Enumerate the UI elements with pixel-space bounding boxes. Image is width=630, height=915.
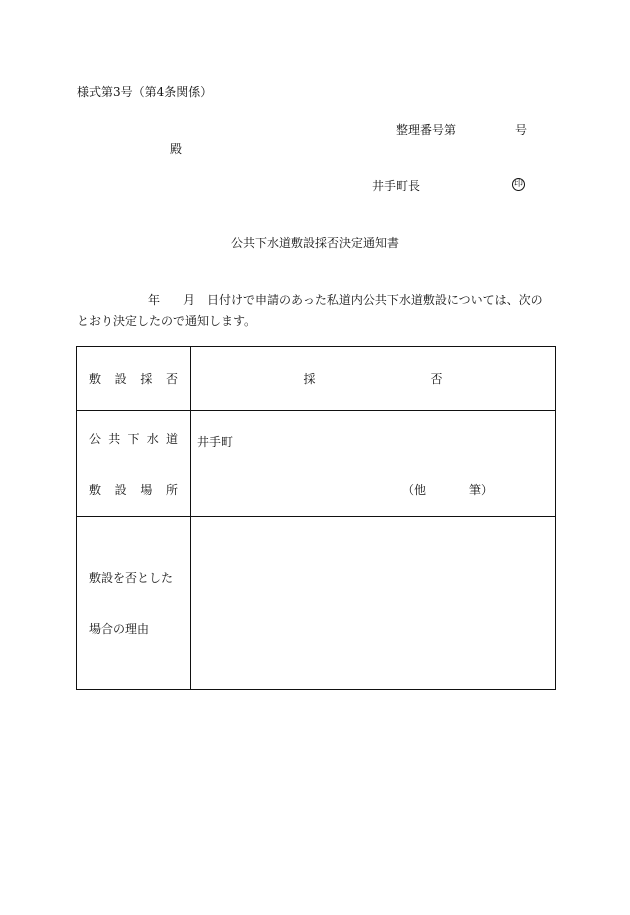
table-row-location (77, 411, 556, 517)
header-char: 水 (146, 431, 159, 446)
header-char: 場 (140, 482, 153, 497)
body-text-line2: とおり決定したので通知します。 (77, 314, 257, 328)
table-row-decision (77, 347, 556, 411)
header-char: 採 (140, 372, 153, 386)
other-open: （他 (402, 483, 427, 497)
header-char: 設 (114, 372, 127, 386)
date-year-label: 年 (148, 293, 161, 307)
seal-icon: 印 (513, 179, 523, 189)
header-char: 下 (127, 431, 140, 446)
form-number: 様式第3号（第4条関係） (77, 85, 213, 99)
header-char: 否 (165, 372, 178, 386)
issuer-title: 井手町長 (372, 179, 421, 193)
header-char: 道 (165, 431, 178, 446)
document-title: 公共下水道敷設採否決定通知書 (231, 236, 400, 250)
table-row-reason (77, 517, 556, 690)
reason-value-cell[interactable] (191, 517, 556, 690)
reason-header-line2: 場合の理由 (89, 622, 150, 636)
location-header-line2 (89, 481, 178, 498)
body-text-line1: 日付けで申請のあった私道内公共下水道敷設については、次の (207, 293, 543, 307)
header-char: 共 (108, 431, 121, 446)
header-char: 敷 (89, 482, 102, 497)
reference-number-label: 整理番号第 (396, 123, 457, 137)
location-header-line1 (89, 430, 178, 447)
decision-header-cell (77, 347, 191, 411)
header-char: 公 (89, 431, 102, 446)
header-char: 所 (165, 482, 178, 497)
reject-option[interactable]: 否 (430, 372, 443, 386)
decision-value-cell[interactable] (191, 347, 556, 411)
location-value-cell[interactable] (191, 411, 556, 517)
header-char: 敷 (89, 372, 102, 386)
decision-table (76, 346, 556, 690)
decision-header (77, 370, 190, 387)
reason-header-cell (77, 517, 191, 690)
accept-option[interactable]: 採 (303, 372, 316, 386)
reason-header-line1: 敷設を否とした (89, 571, 174, 585)
date-month-label: 月 (183, 293, 196, 307)
location-header-cell (77, 411, 191, 517)
other-close: 筆） (469, 483, 494, 497)
location-town: 井手町 (197, 435, 234, 449)
header-char: 設 (114, 482, 127, 497)
location-other-parcels (402, 481, 493, 498)
addressee-suffix: 殿 (170, 142, 183, 156)
reference-number-suffix: 号 (515, 123, 528, 137)
